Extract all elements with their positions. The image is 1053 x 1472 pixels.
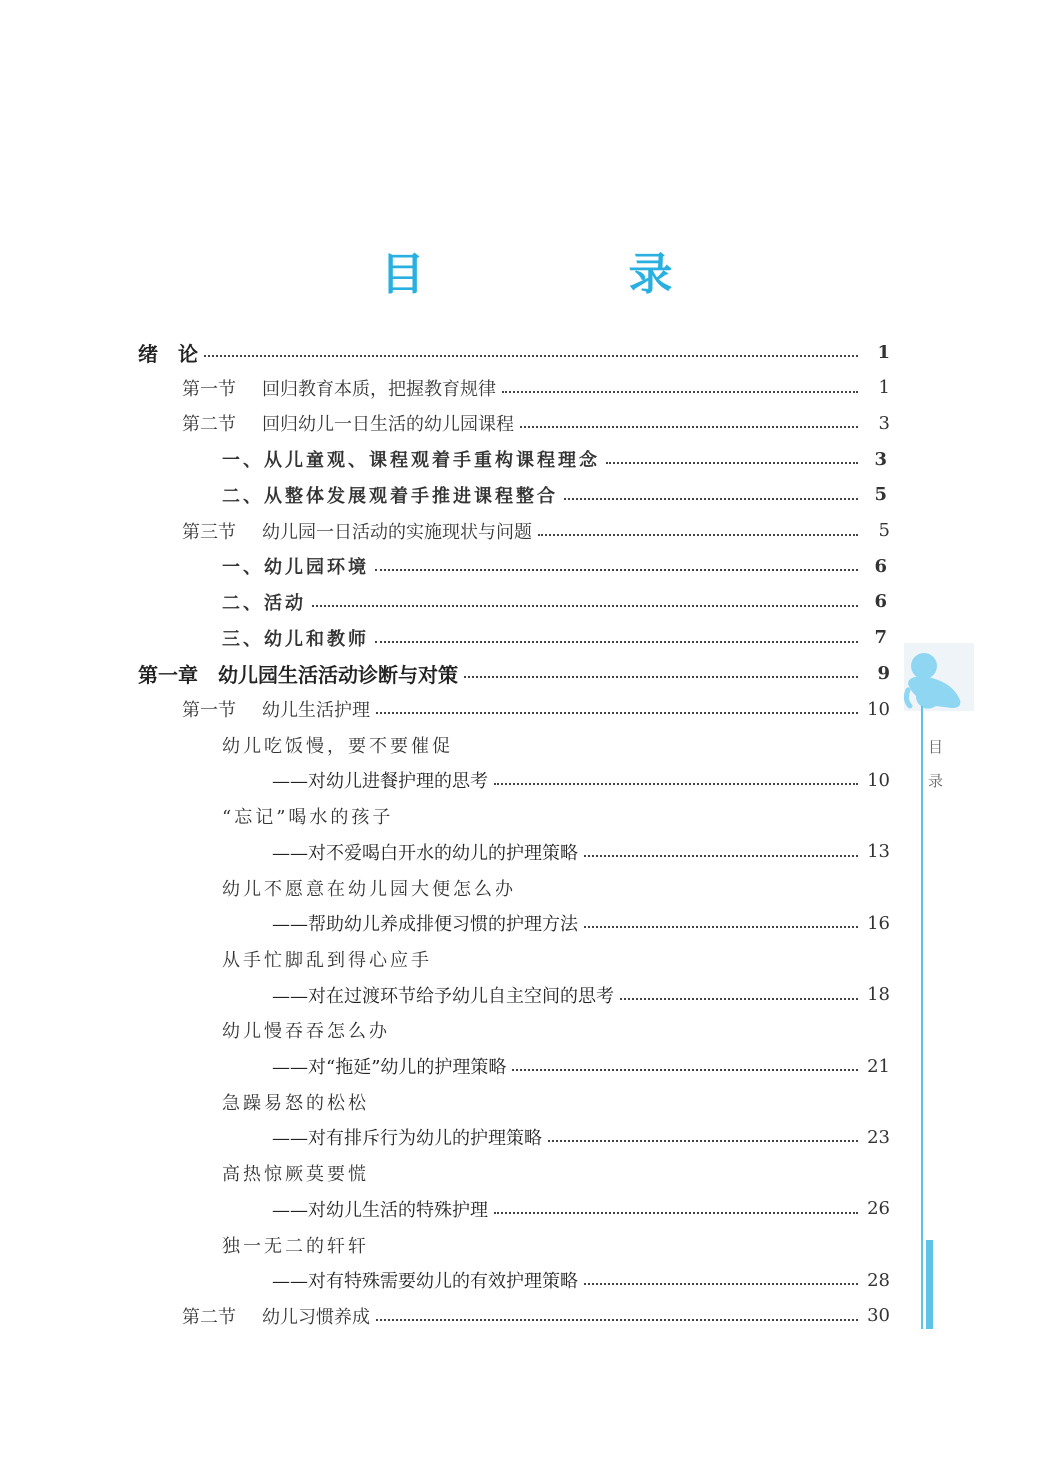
toc-entry[interactable] xyxy=(182,513,890,549)
toc-entry-label: 幼儿生活护理 xyxy=(262,700,370,721)
toc-entry[interactable] xyxy=(138,334,890,370)
sidebar-label-mu: 目 xyxy=(928,738,944,756)
toc-page-number: 3 xyxy=(878,412,890,434)
toc-entry-label: 幼儿慢吞吞怎么办 xyxy=(222,1021,390,1043)
toc-entry-label: 幼儿吃饭慢，要不要催促 xyxy=(222,735,453,757)
toc-entry[interactable] xyxy=(222,1084,890,1120)
toc-section-number: 第三节 xyxy=(182,521,236,543)
toc-entry-label: ——对有排斥行为幼儿的护理策略 xyxy=(272,1128,542,1150)
sidebar-accent-bar xyxy=(926,1240,933,1329)
toc-entry-label: 幼儿园一日活动的实施现状与问题 xyxy=(262,521,532,543)
toc-section-number: 第二节 xyxy=(182,414,236,436)
toc-dot-leader xyxy=(512,1069,858,1071)
toc-dot-leader xyxy=(312,605,858,607)
toc-dot-leader xyxy=(606,462,858,464)
toc-entry[interactable] xyxy=(222,941,890,977)
toc-dot-leader xyxy=(584,1283,858,1285)
toc-page-number: 16 xyxy=(867,912,890,934)
toc-dot-leader xyxy=(502,391,858,393)
toc-entry-label: ——对“拖延”幼儿的护理策略 xyxy=(272,1057,507,1078)
toc-page-number: 18 xyxy=(867,984,890,1006)
toc-entry[interactable] xyxy=(272,977,890,1013)
toc-entry-label: ——对幼儿生活的特殊护理 xyxy=(272,1199,488,1221)
toc-page-number: 21 xyxy=(867,1055,890,1077)
toc-entry-label: ——对在过渡环节给予幼儿自主空间的思考 xyxy=(272,985,614,1007)
toc-entry[interactable] xyxy=(222,548,890,584)
toc-page-number: 30 xyxy=(867,1305,890,1327)
toc-dot-leader xyxy=(584,855,858,857)
toc-entry[interactable] xyxy=(222,798,890,834)
toc-dot-leader xyxy=(520,426,858,428)
toc-page-number: 5 xyxy=(874,484,890,506)
toc-entry[interactable] xyxy=(138,655,890,691)
toc-entry[interactable] xyxy=(272,834,890,870)
toc-dot-leader xyxy=(494,783,858,785)
toc-dot-leader xyxy=(376,1319,858,1321)
toc-entry[interactable] xyxy=(272,1048,890,1084)
toc-dot-leader xyxy=(375,641,858,643)
toc-entry[interactable] xyxy=(222,1012,890,1048)
toc-page-number: 13 xyxy=(867,841,890,863)
page-title: 目 录 xyxy=(380,249,753,300)
toc-entry-label: 幼儿习惯养成 xyxy=(262,1306,370,1328)
toc-dot-leader xyxy=(548,1140,858,1142)
toc-dot-leader xyxy=(464,676,858,678)
toc-dot-leader xyxy=(375,569,858,571)
toc-entry[interactable] xyxy=(222,584,890,620)
toc-entry[interactable] xyxy=(222,441,890,477)
toc-entry-label: 一、幼儿园环境 xyxy=(222,557,369,579)
toc-page-number: 3 xyxy=(874,448,890,470)
toc-dot-leader xyxy=(538,534,858,536)
toc-entry[interactable] xyxy=(222,1155,890,1191)
toc-entry[interactable] xyxy=(222,870,890,906)
sidebar-label-lu: 录 xyxy=(928,772,944,790)
toc-entry[interactable] xyxy=(272,905,890,941)
toc-entry-label: 二、从整体发展观着手推进课程整合 xyxy=(222,485,558,507)
toc-dot-leader xyxy=(376,712,858,714)
toc-entry-label: ——对不爱喝白开水的幼儿的护理策略 xyxy=(272,842,578,864)
toc-page-number: 6 xyxy=(874,591,890,613)
toc-section-number: 第一节 xyxy=(182,700,236,721)
toc-entry-label: ——对有特殊需要幼儿的有效护理策略 xyxy=(272,1271,578,1293)
toc-entry-label: 高热惊厥莫要慌 xyxy=(222,1164,369,1186)
toc-entry[interactable] xyxy=(182,370,890,406)
toc-entry[interactable] xyxy=(222,727,890,763)
toc-entry-label: ——帮助幼儿养成排便习惯的护理方法 xyxy=(272,914,578,936)
toc-dot-leader xyxy=(494,1212,858,1214)
toc-entry-label: 三、幼儿和教师 xyxy=(222,628,369,650)
toc-entry-label: 独一无二的轩轩 xyxy=(222,1235,369,1257)
toc-entry-label: 回归教育本质，把握教育规律 xyxy=(262,378,496,400)
toc-entry-label: 绪 论 xyxy=(138,341,198,366)
toc-entry[interactable] xyxy=(222,477,890,513)
toc-entry[interactable] xyxy=(272,1262,890,1298)
toc-entry[interactable] xyxy=(182,691,890,727)
toc-entry-label: 从手忙脚乱到得心应手 xyxy=(222,949,432,971)
crawling-child-icon xyxy=(902,650,966,712)
toc-page-number: 23 xyxy=(867,1126,890,1148)
toc-page-number: 10 xyxy=(867,698,890,720)
toc-entry[interactable] xyxy=(182,405,890,441)
toc-entry-label: 一、从儿童观、课程观着手重构课程理念 xyxy=(222,450,600,472)
toc-entry[interactable] xyxy=(272,762,890,798)
toc-entry-label: 二、活动 xyxy=(222,592,306,614)
toc-dot-leader xyxy=(620,998,858,1000)
toc-entry-label: 幼儿不愿意在幼儿园大便怎么办 xyxy=(222,878,516,900)
toc-page-number: 7 xyxy=(874,627,890,649)
toc-dot-leader xyxy=(204,355,858,357)
toc-entry[interactable] xyxy=(182,1298,890,1334)
toc-page-number: 10 xyxy=(867,769,890,791)
toc-page-number: 26 xyxy=(867,1198,890,1220)
toc-page-number: 1 xyxy=(877,341,890,363)
sidebar-line xyxy=(921,706,923,1329)
toc-entry[interactable] xyxy=(222,1227,890,1263)
toc-section-number: 第一节 xyxy=(182,378,236,400)
toc-page-number: 6 xyxy=(874,555,890,577)
toc-page-number: 28 xyxy=(867,1269,890,1291)
toc-dot-leader xyxy=(584,926,858,928)
toc-entry[interactable] xyxy=(272,1191,890,1227)
toc-section-number: 第二节 xyxy=(182,1306,236,1328)
toc-entry-label: 急躁易怒的松松 xyxy=(222,1092,369,1114)
toc-page-number: 1 xyxy=(878,377,890,399)
toc-entry-label: “忘记”喝水的孩子 xyxy=(222,807,394,829)
toc-entry[interactable] xyxy=(272,1119,890,1155)
toc-entry-label: ——对幼儿进餐护理的思考 xyxy=(272,771,488,793)
toc-page-number: 5 xyxy=(878,520,890,541)
toc-entry-label: 第一章 幼儿园生活活动诊断与对策 xyxy=(138,662,458,687)
toc-entry[interactable] xyxy=(222,620,890,656)
toc-dot-leader xyxy=(564,498,858,500)
toc-entry-label: 回归幼儿一日生活的幼儿园课程 xyxy=(262,414,514,436)
toc-page-number: 9 xyxy=(877,662,890,684)
